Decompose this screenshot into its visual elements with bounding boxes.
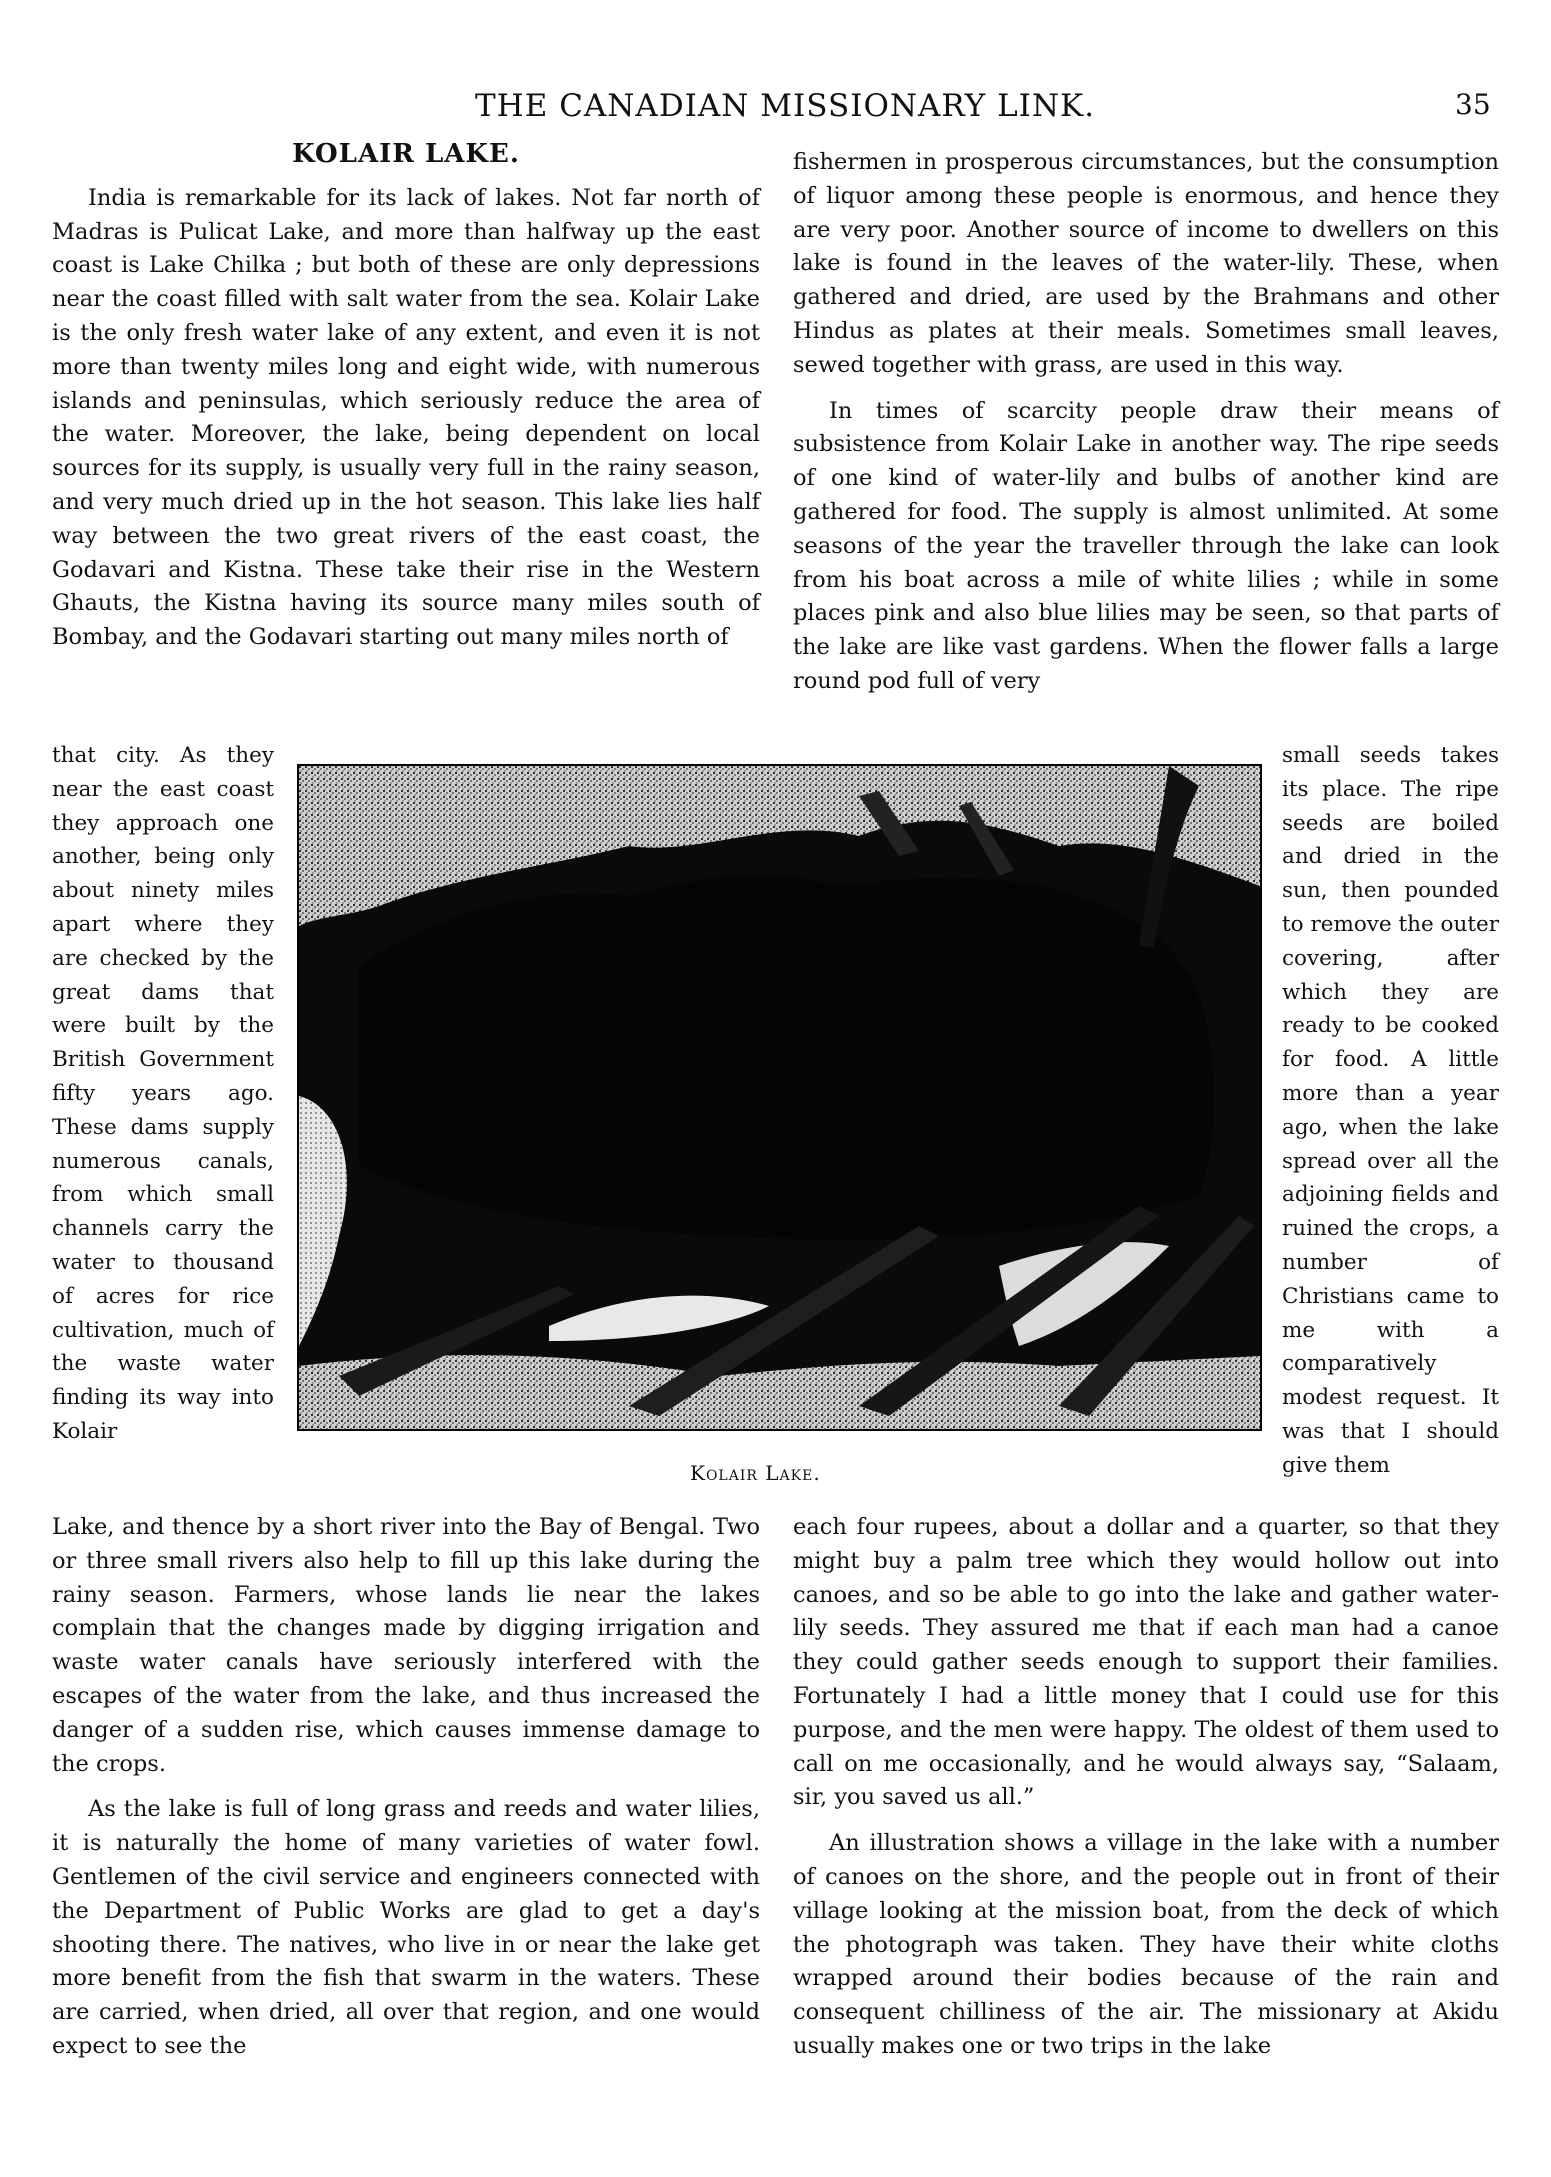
paragraph: India is remarkable for its lack of lakes. Not far north of Madras is Pulicat Lake, and more than halfway up the east coast is Lake Chilka ; but both of these are only depressions near the coast filled with salt water from the sea. Kolair Lake is the only fresh water lake of any extent, and even it is not more than twenty miles long and eight wide, with numerous islands and peninsulas, which seriously reduce the area of the water. Moreover, the lake, being dependent on local sources for its supply, is usually very full in the rainy season, and very much dried up in the hot season. This lake lies half way between the two great rivers of the east coast, the Godavari and Kistna. These take their rise in the Western Ghauts, the Kistna having its source many miles south of Bombay, and the Godavari starting out many miles north of xyxy=(52,184,760,651)
paragraph: As the lake is full of long grass and reeds and water lilies, it is naturally the home of many varieties of water fowl. Gentlemen of the civil service and engineers connected with the Department of Public Works are glad to get a day's shooting there. The natives, who live in or near the lake get more benefit from the fish that swarm in the waters. These are carried, when dried, all over that region, and one would expect to see the xyxy=(52,1796,760,2059)
right-column-top xyxy=(793,146,1499,699)
paragraph: small seeds takes its place. The ripe seeds are boiled and dried in the sun, then pounded to remove the outer covering, after which they are ready to be cooked for food. A little more than a year ago, when the lake spread over all the adjoining fields and ruined the crops, a number of Christians came to me with a comparatively modest request. It was that I should give them xyxy=(1282,743,1499,1478)
article-title: KOLAIR LAKE. xyxy=(292,139,520,169)
photo-image xyxy=(299,766,1260,1429)
running-title: THE CANADIAN MISSIONARY LINK. xyxy=(475,88,1096,124)
right-column-bottom xyxy=(793,1511,1499,2064)
paragraph: that city. As they near the east coast they approach one another, being only about ninety miles apart where they are checked by the great dams that were built by the British Government fifty years ago. These dams supply numerous canals, from which small channels carry the water to thousand of acres for rice cultivation, much of the waste water finding its way into Kolair xyxy=(52,743,274,1444)
kolair-lake-photograph xyxy=(297,764,1262,1431)
page-header xyxy=(0,88,1551,128)
page-number: 35 xyxy=(1455,88,1491,121)
left-column-top xyxy=(52,138,760,655)
paragraph: fishermen in prosperous circumstances, but the consumption of liquor among these people is enormous, and hence they are very poor. Another source of income to dwellers on this lake is found in the leaves of the water-lily. These, when gathered and dried, are used by the Brahmans and other Hindus as plates at their meals. Sometimes small leaves, sewed together with grass, are used in this way. xyxy=(793,149,1499,378)
left-column-bottom xyxy=(52,1511,760,2064)
paragraph: each four rupees, about a dollar and a quarter, so that they might buy a palm tree which they would hollow out into canoes, and so be able to go into the lake and gather water-lily seeds. They assured me that if each man had a canoe they could gather seeds enough to support their families. Fortunately I had a little money that I could use for this purpose, and the men were happy. The oldest of them used to call on me occasionally, and he would always say, “Salaam, sir, you saved us all.” xyxy=(793,1514,1499,1811)
right-wrap-column xyxy=(1282,739,1499,1483)
paragraph: In times of scarcity people draw their means of subsistence from Kolair Lake in another way. The ripe seeds of one kind of water-lily and bulbs of another kind are gathered for food. The supply is almost unlimited. At some seasons of the year the traveller through the lake can look from his boat across a mile of white lilies ; while in some places pink and also blue lilies may be seen, so that parts of the lake are like vast gardens. When the flower falls a large round pod full of very xyxy=(793,397,1499,694)
left-wrap-column xyxy=(52,739,274,1449)
paragraph: An illustration shows a village in the lake with a number of canoes on the shore, and the people out in front of their village looking at the mission boat, from the deck of which the photograph was taken. They have their white cloths wrapped around their bodies because of the rain and consequent chilliness of the air. The missionary at Akidu usually makes one or two trips in the lake xyxy=(793,1830,1499,2059)
paragraph: Lake, and thence by a short river into the Bay of Bengal. Two or three small rivers also help to fill up this lake during the rainy season. Farmers, whose lands lie near the lakes complain that the changes made by digging irrigation and waste water canals have seriously interfered with the escapes of the water from the lake, and thus increased the danger of a sudden rise, which causes immense damage to the crops. xyxy=(52,1514,760,1777)
photo-caption: Kolair Lake. xyxy=(690,1461,821,1485)
